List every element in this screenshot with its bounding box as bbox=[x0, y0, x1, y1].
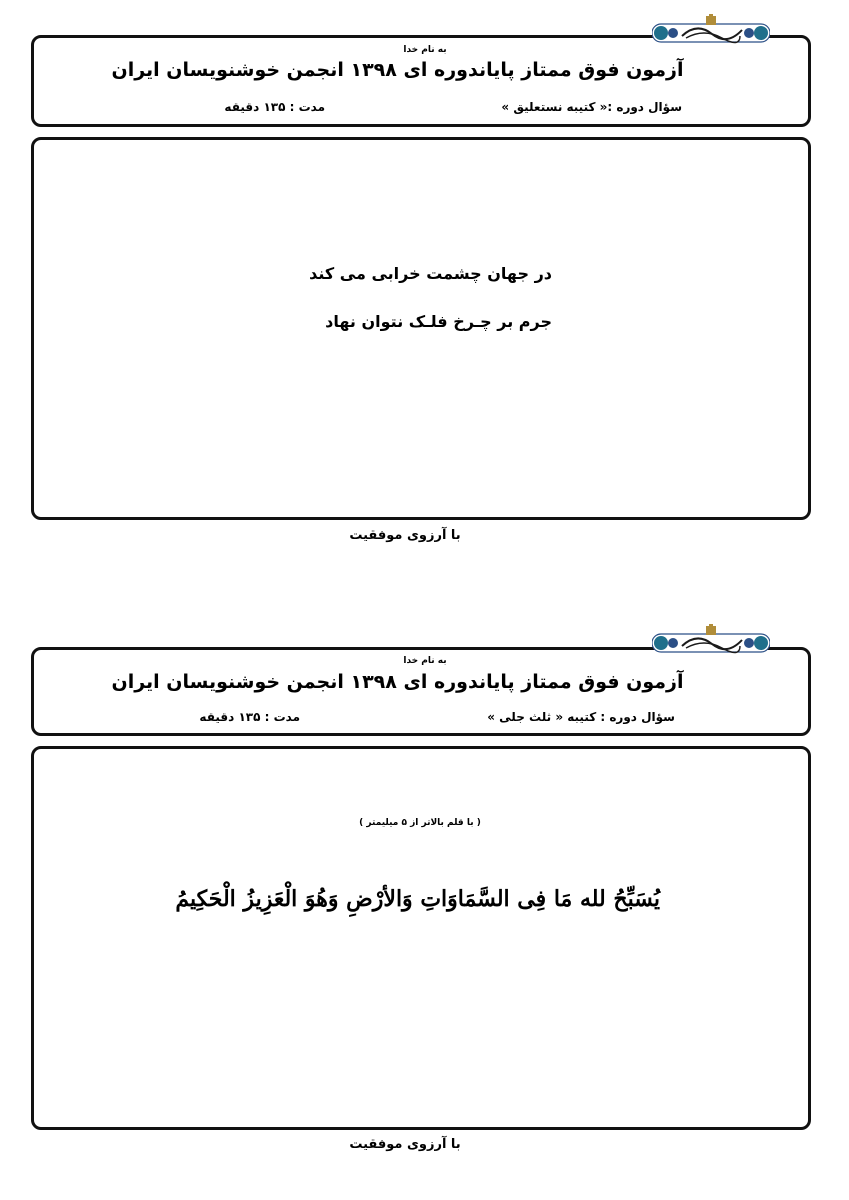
exam-sheet-thuluth bbox=[0, 600, 849, 1200]
calligraphy-association-logo-icon bbox=[652, 624, 770, 658]
exam-title: آزمون فوق ممتاز پایاندوره ای ۱۳۹۸ انجمن خوشنویسان ایران bbox=[111, 671, 684, 693]
duration-label: مدت : ۱۳۵ دقیقه bbox=[224, 100, 325, 114]
poem-line-1: در جهان چشمت خرابی می کند bbox=[309, 264, 552, 283]
exam-title: آزمون فوق ممتاز پایاندوره ای ۱۳۹۸ انجمن خوشنویسان ایران bbox=[111, 59, 684, 81]
basmala-text: به نام خدا bbox=[403, 656, 447, 666]
calligraphy-association-logo-icon bbox=[652, 14, 770, 48]
pen-size-note: ( با قلم بالاتر از ۵ میلیمتر ) bbox=[359, 818, 481, 828]
question-label: سؤال دوره : کتیبه « ثلث جلی » bbox=[487, 710, 675, 724]
question-label: سؤال دوره :« کتیبه نستعلیق » bbox=[501, 100, 682, 114]
basmala-text: به نام خدا bbox=[403, 45, 447, 55]
question-content-box bbox=[31, 746, 811, 1130]
good-luck-text: با آرزوی موفقیت bbox=[349, 528, 461, 543]
duration-label: مدت : ۱۳۵ دقیقه bbox=[199, 710, 300, 724]
quran-verse: يُسَبِّحُ لله مَا فِى السَّمَاوَاتِ وَالأرْضِ وَهُوَ الْعَزِيزُ الْحَكِيمُ bbox=[175, 886, 660, 912]
poem-line-2: جرم بر چـرخ فلـک نتوان نهاد bbox=[325, 312, 552, 331]
good-luck-text: با آرزوی موفقیت bbox=[349, 1137, 461, 1152]
